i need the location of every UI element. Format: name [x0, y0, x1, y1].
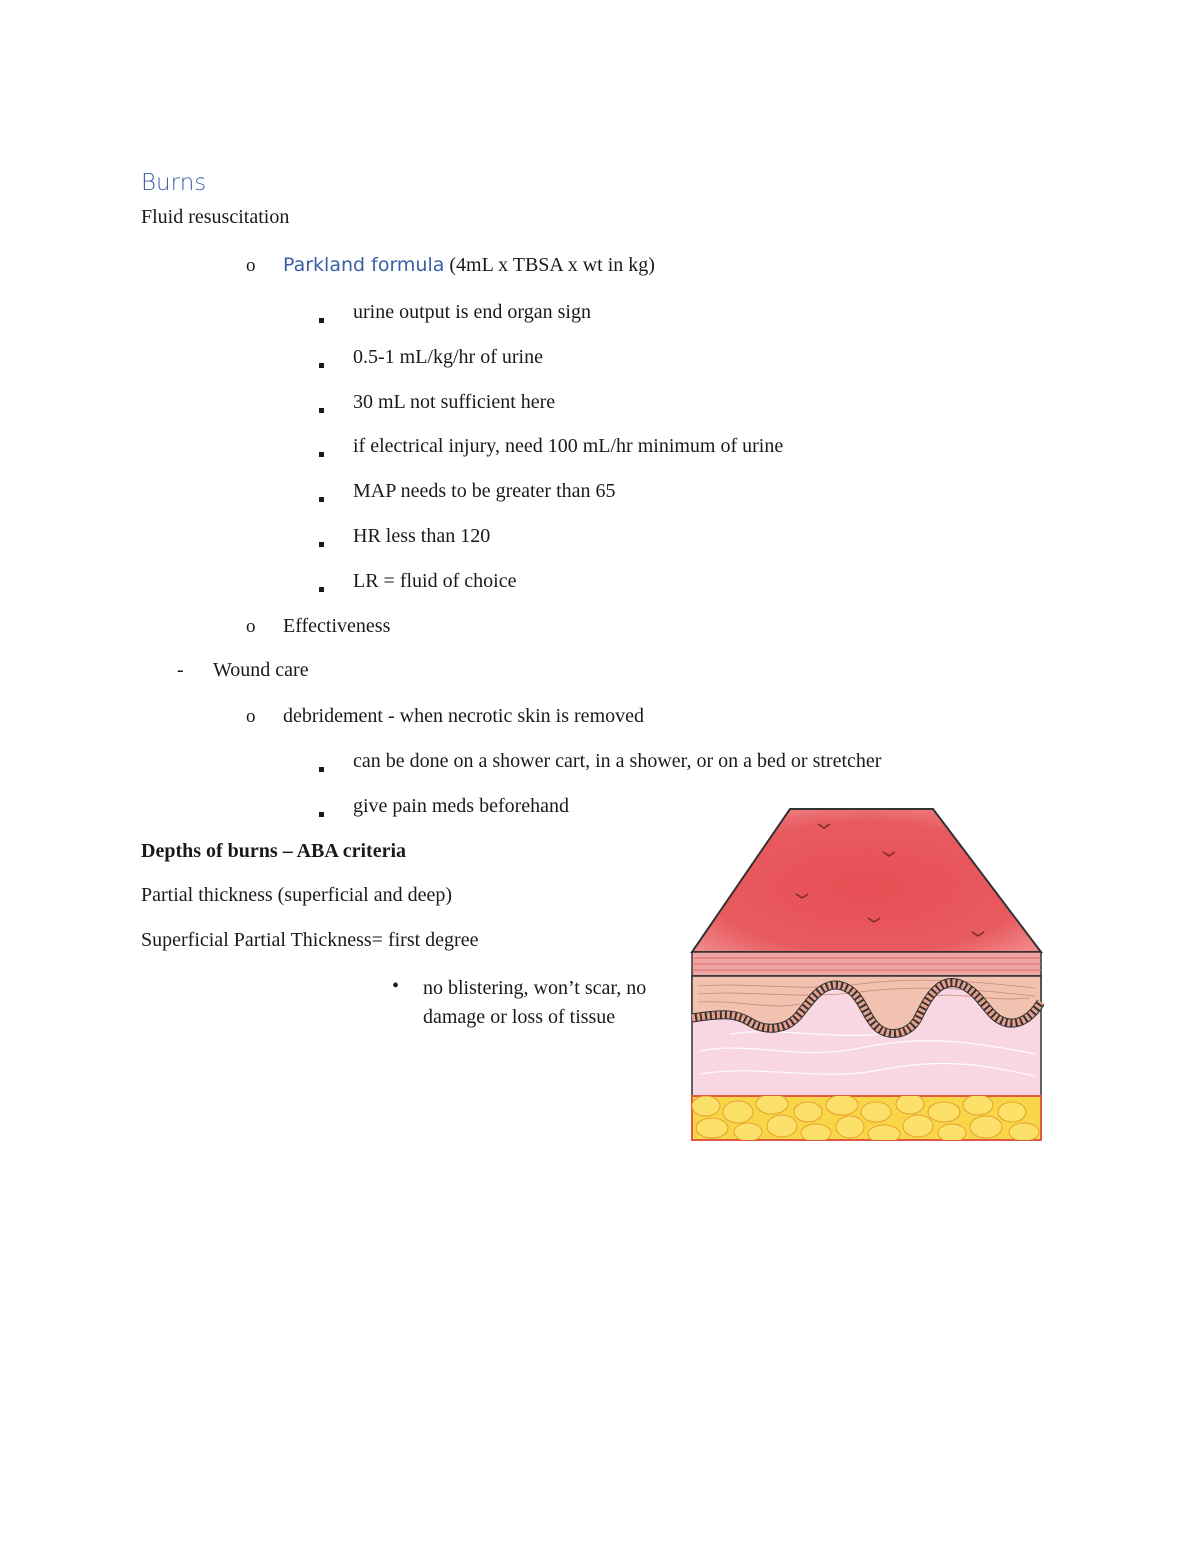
square-bullet-icon — [319, 452, 324, 457]
square-bullet-icon — [319, 318, 324, 323]
parkland-detail: (4mL x TBSA x wt in kg) — [444, 254, 655, 276]
section-subtitle: Fluid resuscitation — [141, 206, 290, 228]
square-bullet-icon — [319, 767, 324, 772]
parkland-item — [283, 253, 655, 277]
list-item: 0.5-1 mL/kg/hr of urine — [353, 346, 543, 368]
list-marker: - — [177, 659, 184, 681]
list-item: HR less than 120 — [353, 525, 491, 547]
square-bullet-icon — [319, 408, 324, 413]
parkland-label: Parkland formula — [283, 254, 445, 276]
list-marker: o — [246, 255, 256, 276]
square-bullet-icon — [319, 542, 324, 547]
square-bullet-icon — [319, 497, 324, 502]
list-marker: o — [246, 706, 256, 727]
superficial-text: Superficial Partial Thickness= first degree — [141, 929, 479, 951]
square-bullet-icon — [319, 363, 324, 368]
debridement-item: debridement - when necrotic skin is removed — [283, 705, 644, 727]
list-item: urine output is end organ sign — [353, 301, 591, 323]
square-bullet-icon — [319, 587, 324, 592]
list-item: MAP needs to be greater than 65 — [353, 480, 616, 502]
list-item: if electrical injury, need 100 mL/hr minimum of urine — [353, 435, 784, 457]
list-item: can be done on a shower cart, in a shower, or on a bed or stretcher — [353, 750, 882, 772]
list-item: 30 mL not sufficient here — [353, 391, 556, 413]
list-marker: • — [392, 975, 400, 997]
skin-cross-section-illustration — [690, 806, 1044, 1142]
effectiveness-item: Effectiveness — [283, 615, 391, 637]
wound-care-item: Wound care — [213, 659, 309, 681]
list-marker: o — [246, 616, 256, 637]
list-item: give pain meds beforehand — [353, 795, 570, 817]
superficial-note: no blistering, won’t scar, no damage or loss of tissue — [423, 977, 647, 1028]
page-title: Burns — [141, 170, 207, 196]
depths-heading: Depths of burns – ABA criteria — [141, 840, 406, 862]
list-item: LR = fluid of choice — [353, 570, 517, 592]
square-bullet-icon — [319, 812, 324, 817]
partial-thickness-text: Partial thickness (superficial and deep) — [141, 884, 452, 906]
